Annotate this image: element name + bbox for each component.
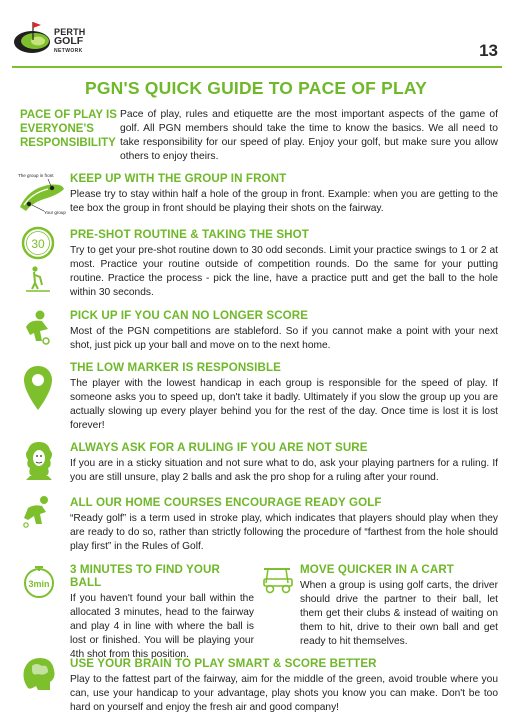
map-marker-icon: [22, 364, 54, 412]
section-brain: [70, 657, 498, 715]
section-text: When a group is using golf carts, the driver should drive the partner to their ball, let them get their clubs & instead of waiting on them to hit, drive to their own ball and get ready to hit themselves.: [300, 580, 498, 647]
section-ruling: [70, 441, 498, 485]
logo-line-2: GOLF: [54, 35, 84, 47]
section-text: Try to get your pre-shot routine down to 30 odd seconds. Limit your practice swings to 1 or 2 at most. Practice your routine outside of competition rounds. Do the same for your putting routine. Practice the process - pick the line, have a practice putt and get the ball to the hole within 30 seconds.: [70, 245, 498, 298]
section-text: Play to the fattest part of the fairway, aim for the middle of the green, avoid trouble where you can, use your handicap to your advantage, play shots you know you can make. Don't be too hard on yourself and enjoy the fresh air and good company!: [70, 674, 498, 713]
section-heading: ALL OUR HOME COURSES ENCOURAGE READY GOLF: [70, 496, 382, 509]
section-text: The player with the lowest handicap in each group is responsible for the speed of play. If someone asks you to speed up, don't take it badly. Ultimately if you slow the group up you are actually slowing up every player behind you for the rest of the day. Once time is lost it is lost forever!: [70, 378, 498, 431]
fairway-groups-icon: [18, 171, 66, 215]
section-heading: 3 MINUTES TO FIND YOUR BALL: [70, 563, 220, 589]
judge-icon: [22, 440, 56, 482]
section-heading: USE YOUR BRAIN TO PLAY SMART & SCORE BETTER: [70, 657, 377, 670]
section-three-minutes: [70, 563, 254, 662]
icon-label-group-in-front: The group in front: [18, 173, 54, 178]
icon-number-30: 30: [31, 237, 45, 251]
icon-label-3min: 3min: [28, 579, 50, 589]
section-heading: ALWAYS ASK FOR A RULING IF YOU ARE NOT SURE: [70, 441, 368, 454]
lede-heading: PACE OF PLAY IS EVERYONE'S RESPONSIBILITY: [20, 109, 117, 149]
section-pre-shot: [70, 228, 498, 300]
section-text: Most of the PGN competitions are stableford. So if you cannot make a point with your next shot, just pick up your ball and move on to the next home.: [70, 326, 498, 351]
section-heading: THE LOW MARKER IS RESPONSIBLE: [70, 361, 281, 374]
section-heading: MOVE QUICKER IN A CART: [300, 563, 454, 576]
icon-label-your-group: Your group: [44, 210, 66, 215]
lede-text: Pace of play, rules and etiquette are the most important aspects of the game of golf. All PGN members should take the time to know the basics. We all need to take responsibility for our speed of play. Enjoy your golf, but make sure you allow others to enjoy theirs.: [120, 109, 498, 162]
section-heading: PRE-SHOT ROUTINE & TAKING THE SHOT: [70, 228, 309, 241]
section-low-marker: [70, 361, 498, 433]
section-cart: [300, 563, 498, 649]
pick-up-ball-icon: [20, 307, 56, 347]
stopwatch-putting-icon: [20, 225, 56, 295]
logo-wordmark: [54, 28, 86, 56]
page-header: [0, 0, 512, 68]
brain-head-icon: [20, 654, 58, 694]
section-heading: PICK UP IF YOU CAN NO LONGER SCORE: [70, 309, 309, 322]
page-number: 13: [479, 41, 498, 60]
section-heading: KEEP UP WITH THE GROUP IN FRONT: [70, 172, 287, 185]
golf-cart-icon: [260, 565, 296, 595]
timer-icon: [22, 565, 56, 599]
section-keep-up: [70, 172, 498, 216]
page-title: PGN'S QUICK GUIDE TO PACE OF PLAY: [84, 78, 427, 98]
header-divider: [12, 66, 502, 68]
logo-line-1: PERTH: [54, 27, 86, 37]
section-text: If you haven't found your ball within the allocated 3 minutes, head to the fairway and play 4 in line with where the ball is lost or finished. You will be playing your 4th shot from this position.: [70, 593, 254, 660]
section-text: “Ready golf” is a term used in stroke play, which indicates that players should play when they are ready to do so, rather than strictly following the procedure of “farthest from the hole should play first” in the Rules of Golf.: [70, 513, 498, 552]
section-text: If you are in a sticky situation and not sure what to do, ask your playing partners for a ruling. If you are still unsure, play 2 balls and ask the pro shop for a ruling after your round.: [70, 458, 498, 483]
crouching-golfer-icon: [20, 494, 56, 528]
section-pick-up: [70, 309, 498, 353]
section-text: Please try to stay within half a hole of the group in front. Example: when you are getting to the tee box the group in front should be playing their shots on the fairway.: [70, 189, 498, 214]
logo-line-3: NETWORK: [54, 48, 83, 54]
section-ready-golf: [70, 496, 498, 554]
